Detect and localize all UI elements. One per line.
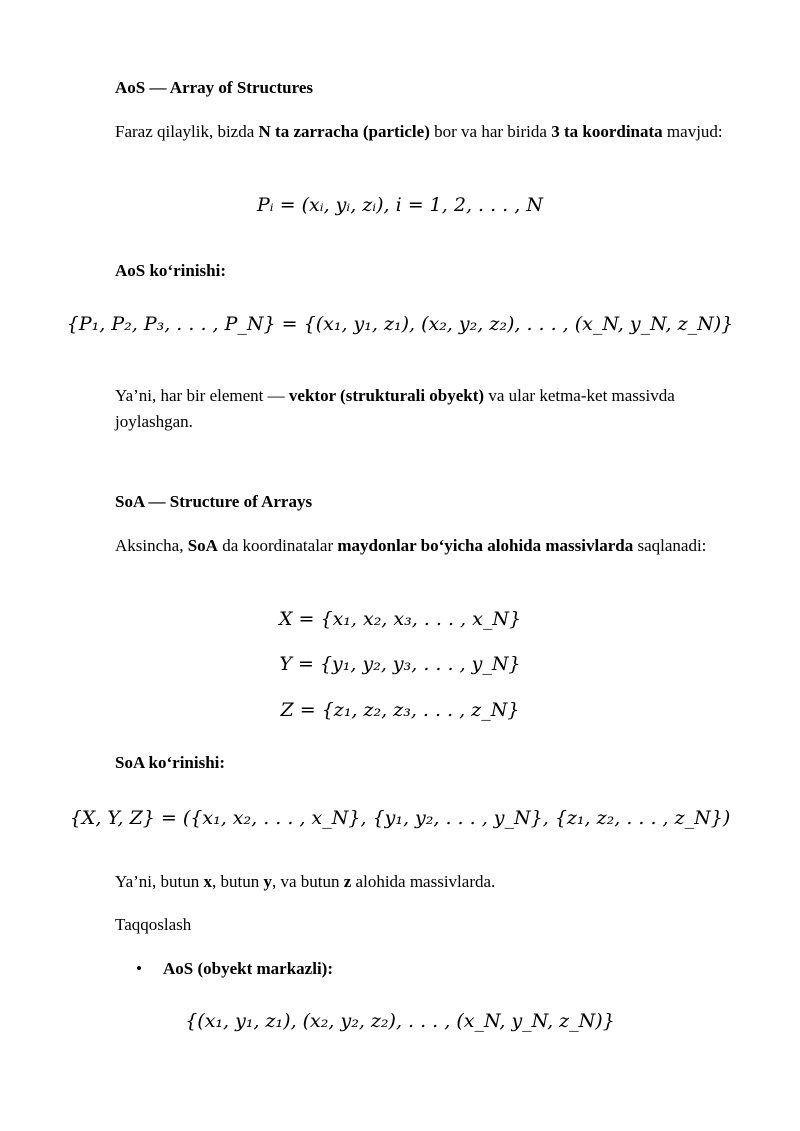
compare-heading: Taqqoslash (115, 915, 192, 934)
soa-note-bold-y: y (263, 872, 272, 891)
soa-intro-bold-1: SoA (187, 536, 218, 555)
soa-note-text-2: , butun (211, 872, 264, 891)
aos-view-heading: AoS koʻrinishi: (115, 261, 226, 280)
equation-x-array: X = {x₁, x₂, x₃, . . . , x_N} (278, 608, 522, 630)
soa-intro-text-1: Aksincha, (115, 536, 188, 555)
soa-heading: SoA — Structure of Arrays (115, 492, 313, 511)
aos-intro-bold-2: 3 ta koordinata (551, 122, 663, 141)
soa-note-text-4: alohida massivlarda. (351, 872, 496, 891)
aos-intro-text-2: bor va har birida (429, 122, 552, 141)
soa-note-paragraph (115, 869, 735, 895)
aos-note-paragraph (115, 383, 735, 435)
aos-intro-paragraph (115, 119, 735, 145)
bullet-icon: • (136, 959, 142, 978)
equation-z-array: Z = {z₁, z₂, z₃, . . . , z_N} (280, 699, 520, 721)
aos-note-text-2: va ular ketma-ket massivda joylashgan. (115, 386, 675, 431)
soa-intro-bold-2: maydonlar boʻyicha alohida massivlarda (337, 536, 634, 555)
equation-aos-compare: {(x₁, y₁, z₁), (x₂, y₂, z₂), . . . , (x_N, y_N, z_N)} (185, 1010, 615, 1032)
soa-intro-text-3: saqlanadi: (633, 536, 707, 555)
aos-note-text-1: Ya’ni, har bir element — (115, 386, 289, 405)
aos-intro-text-1: Faraz qilaylik, bizda (115, 122, 259, 141)
soa-note-bold-x: x (203, 872, 212, 891)
equation-particle: Pᵢ = (xᵢ, yᵢ, zᵢ), i = 1, 2, . . . , N (257, 194, 543, 216)
aos-heading: AoS — Array of Structures (115, 78, 313, 97)
aos-intro-text-3: mavjud: (662, 122, 723, 141)
equation-y-array: Y = {y₁, y₂, y₃, . . . , y_N} (279, 653, 521, 675)
soa-note-text-1: Ya’ni, butun (115, 872, 204, 891)
soa-intro-text-2: da koordinatalar (217, 536, 338, 555)
soa-view-heading: SoA koʻrinishi: (115, 753, 226, 772)
aos-note-bold-1: vektor (strukturali obyekt) (288, 386, 485, 405)
soa-note-text-3: , va butun (271, 872, 344, 891)
equation-aos-view: {P₁, P₂, P₃, . . . , P_N} = {(x₁, y₁, z₁), (x₂, y₂, z₂), . . . , (x_N, y_N, z_N)} (66, 313, 734, 335)
soa-intro-paragraph (115, 533, 735, 559)
aos-intro-bold-1: N ta zarracha (particle) (258, 122, 430, 141)
compare-item-aos: AoS (obyekt markazli): (163, 959, 333, 978)
equation-soa-view: {X, Y, Z} = ({x₁, x₂, . . . , x_N}, {y₁, y₂, . . . , y_N}, {z₁, z₂, . . . , z_N}) (69, 807, 731, 829)
soa-note-bold-z: z (343, 872, 352, 891)
